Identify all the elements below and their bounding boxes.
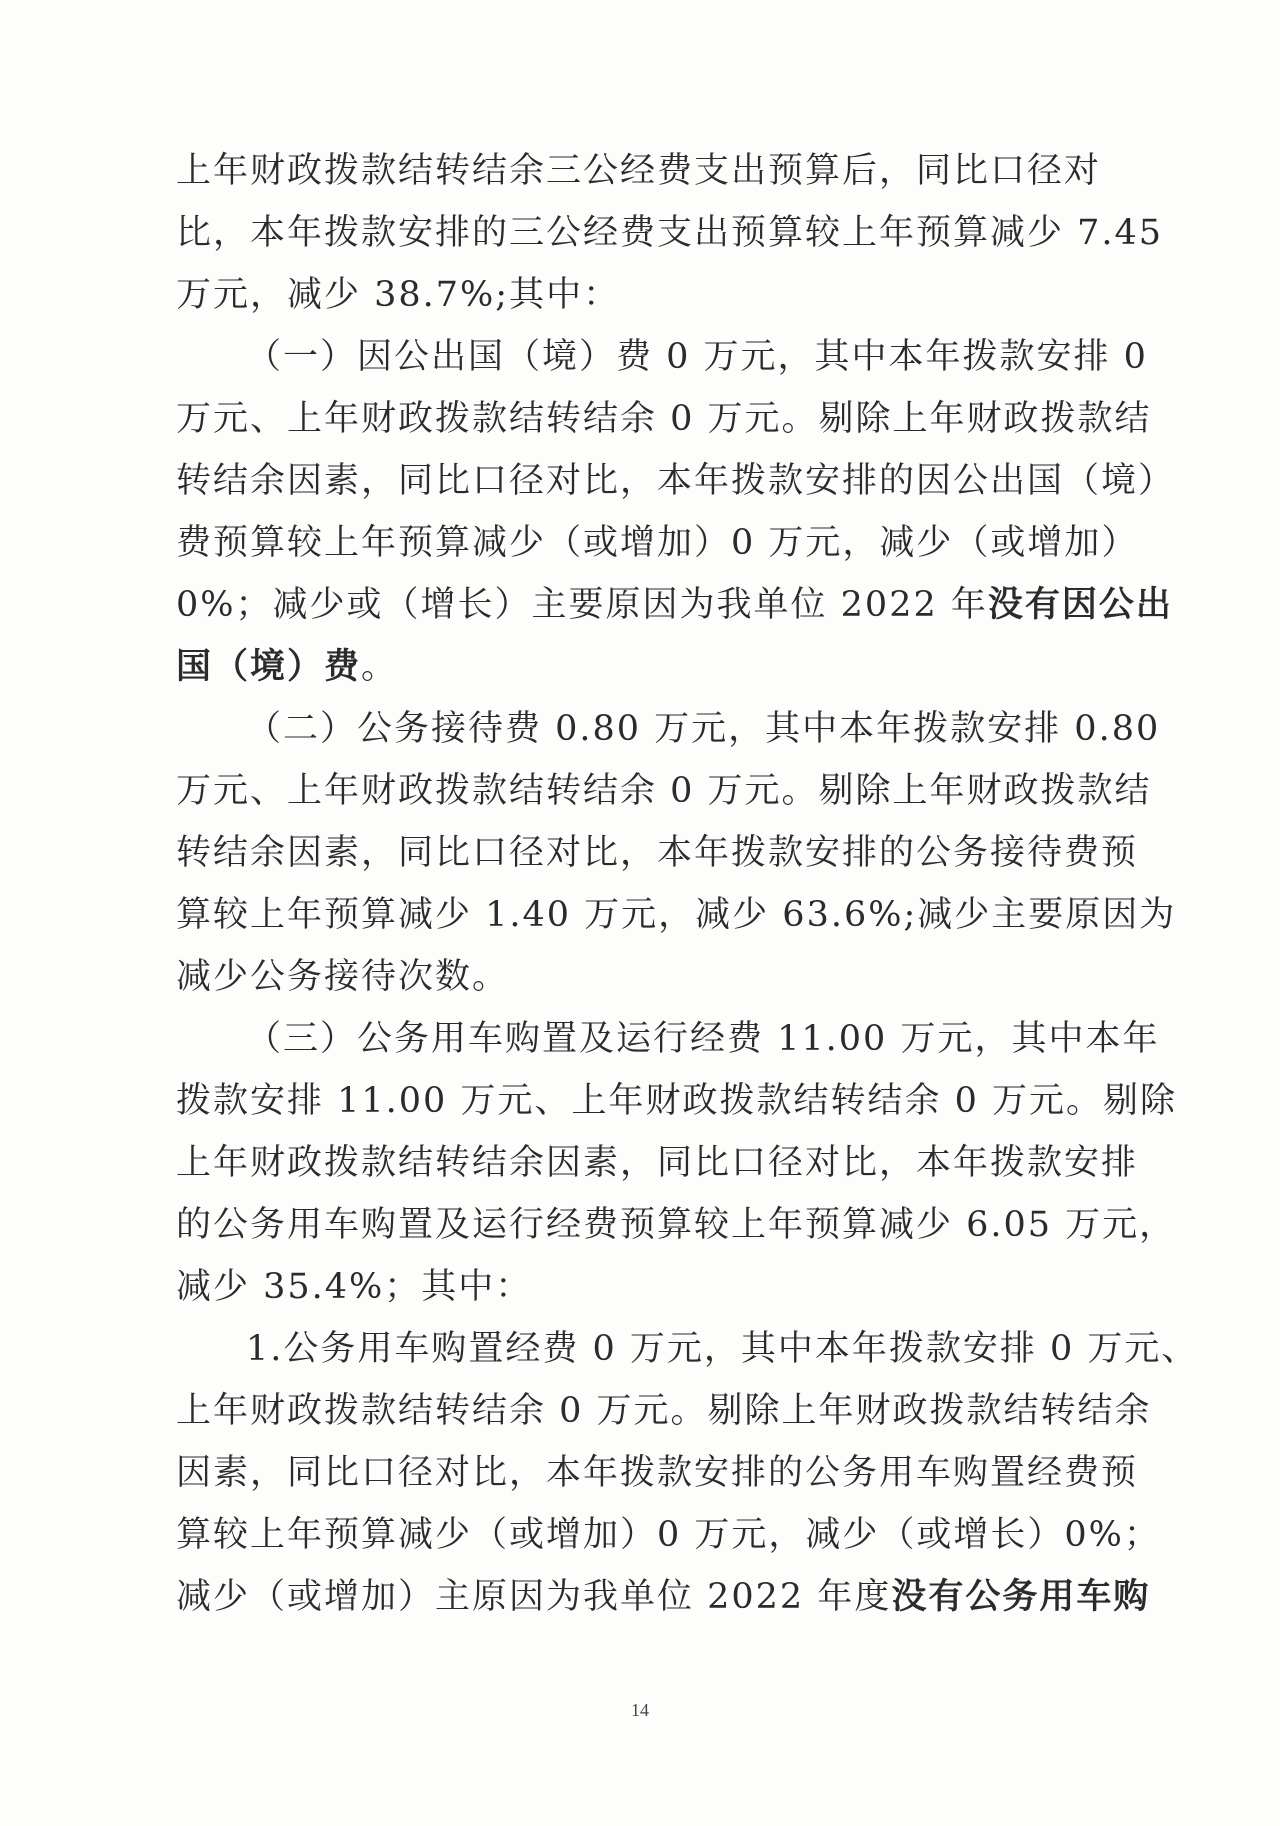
text-segment: 比，本年拨款安排的三公经费支出预算较上年预算减少 7.45 — [176, 213, 1164, 253]
text-segment: 的公务用车购置及运行经费预算较上年预算减少 6.05 万元， — [176, 1205, 1177, 1245]
text-segment: （三）公务用车购置及运行经费 11.00 万元，其中本年 — [246, 1019, 1160, 1059]
text-line — [176, 202, 1164, 264]
page-number: 14 — [631, 1700, 649, 1720]
text-segment: 拨款安排 11.00 万元、上年财政拨款结转结余 0 万元。剔除 — [176, 1081, 1177, 1121]
text-segment: 算较上年预算减少（或增加）0 万元，减少（或增长）0%； — [176, 1515, 1161, 1555]
text-line — [176, 1380, 1152, 1442]
text-segment: 1.公务用车购置经费 0 万元，其中本年拨款安排 0 万元、 — [246, 1329, 1199, 1369]
text-line — [176, 140, 1102, 202]
text-line — [176, 946, 1096, 1008]
text-line — [176, 1566, 1151, 1628]
text-line — [176, 450, 1176, 512]
text-line — [176, 1070, 1177, 1132]
text-segment: 万元、上年财政拨款结转结余 0 万元。剔除上年财政拨款结 — [176, 399, 1152, 439]
text-segment: 。 — [361, 647, 399, 687]
text-line — [176, 388, 1152, 450]
text-segment: 减少公务接待次数。 — [176, 957, 510, 997]
text-segment: 0%；减少或（增长）主要原因为我单位 2022 年 — [176, 585, 988, 625]
bold-text-segment: 没有公务用车购 — [891, 1576, 1151, 1617]
text-line — [176, 760, 1152, 822]
text-line — [176, 1256, 1096, 1318]
text-line — [176, 884, 1177, 946]
text-line — [176, 1504, 1161, 1566]
text-line — [176, 1318, 1199, 1380]
text-segment: 因素，同比口径对比，本年拨款安排的公务用车购置经费预 — [176, 1453, 1139, 1493]
text-segment: 上年财政拨款结转结余 0 万元。剔除上年财政拨款结转结余 — [176, 1391, 1152, 1431]
text-segment: 万元、上年财政拨款结转结余 0 万元。剔除上年财政拨款结 — [176, 771, 1152, 811]
bold-text-segment: 国（境）费 — [176, 646, 362, 687]
text-segment: 上年财政拨款结转结余因素，同比口径对比，本年拨款安排 — [176, 1143, 1139, 1183]
text-line — [176, 1132, 1139, 1194]
text-segment: 算较上年预算减少 1.40 万元，减少 63.6%;减少主要原因为 — [176, 895, 1177, 935]
text-segment: 万元，减少 38.7%;其中： — [176, 275, 621, 315]
bold-text-segment: 没有因公出 — [987, 584, 1173, 625]
text-line — [176, 636, 1096, 698]
text-segment: 费预算较上年预算减少（或增加）0 万元，减少（或增加） — [176, 523, 1139, 563]
text-line — [176, 822, 1139, 884]
text-segment: 转结余因素，同比口径对比，本年拨款安排的公务接待费预 — [176, 833, 1139, 873]
text-line — [176, 326, 1148, 388]
text-line — [176, 698, 1161, 760]
text-line — [176, 1194, 1177, 1256]
document-body — [176, 140, 1199, 1628]
text-segment: （一）因公出国（境）费 0 万元，其中本年拨款安排 0 — [246, 337, 1148, 377]
text-line — [176, 264, 1096, 326]
text-line — [176, 574, 1173, 636]
text-segment: 转结余因素，同比口径对比，本年拨款安排的因公出国（境） — [176, 461, 1176, 501]
text-segment: （二）公务接待费 0.80 万元，其中本年拨款安排 0.80 — [246, 709, 1161, 749]
text-line — [176, 1442, 1139, 1504]
text-segment: 上年财政拨款结转结余三公经费支出预算后，同比口径对 — [176, 151, 1102, 191]
text-line — [176, 1008, 1160, 1070]
text-line — [176, 512, 1139, 574]
text-segment: 减少（或增加）主原因为我单位 2022 年度 — [176, 1577, 892, 1617]
text-segment: 减少 35.4%；其中： — [176, 1267, 533, 1307]
